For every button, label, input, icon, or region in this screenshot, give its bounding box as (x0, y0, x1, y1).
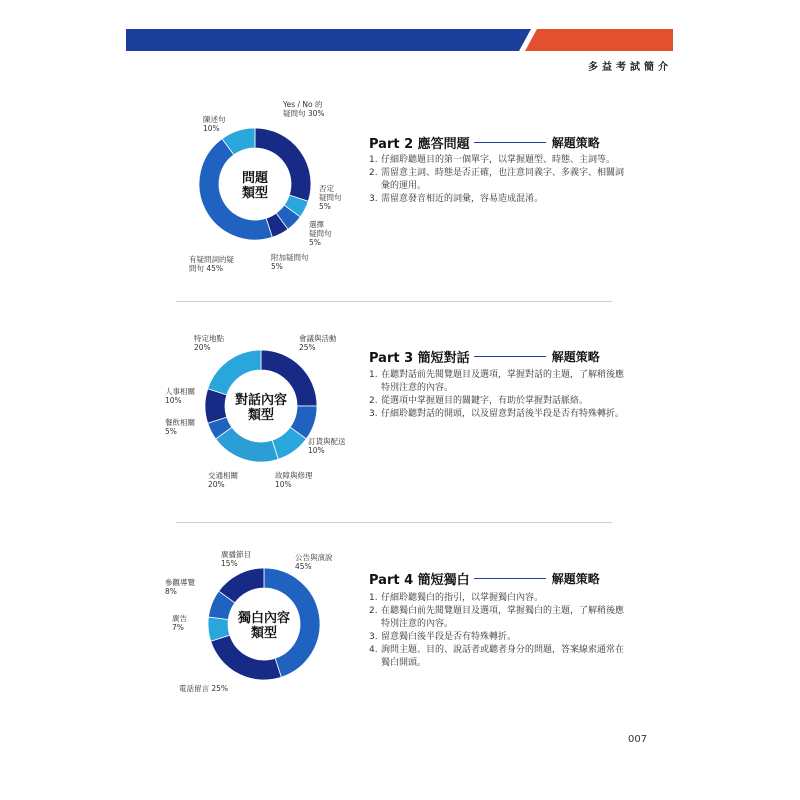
step-number: 3. (369, 194, 378, 204)
strategy-step (369, 408, 631, 421)
strategy-label: 解題策略 (551, 572, 600, 586)
section-divider (176, 301, 612, 302)
part-title: Part 4 簡短獨白 (369, 573, 470, 588)
step-text: 在聽對話前先閱覽題目及選項，掌握對話的主題，了解稍後應特別注意的內容。 (381, 370, 625, 393)
part2-heading (369, 133, 600, 152)
segment-label: 參觀導覽 8% (165, 578, 195, 596)
segment-label: 廣告 7% (172, 614, 187, 632)
step-text: 仔細聆聽獨白的指引，以掌握獨白內容。 (381, 593, 544, 603)
donut-center-title: 類型 (241, 186, 269, 201)
segment-label: 特定地點 20% (194, 334, 224, 352)
section-divider (176, 522, 612, 523)
heading-rule (474, 142, 546, 144)
segment-label: 故障與修理 10% (275, 471, 313, 489)
donut-center-title: 類型 (247, 408, 275, 423)
part4-steps (369, 592, 631, 670)
donut-center-title: 問題 (241, 171, 269, 186)
segment-label: 公告與演說 45% (295, 553, 333, 571)
donut-center-title: 獨白內容 (237, 611, 291, 626)
strategy-step (369, 605, 631, 631)
step-number: 2. (369, 168, 378, 178)
step-text: 仔細聆聽對話的開頭，以及留意對話後半段是否有特殊轉折。 (381, 409, 625, 419)
step-text: 在聽獨白前先閱覽題目及選項，掌握獨白的主題，了解稍後應特別注意的內容。 (381, 606, 625, 629)
segment-label: 會議與活動 25% (299, 334, 337, 352)
dialogue-type-donut (205, 350, 317, 466)
segment-label: 否定 疑問句 5% (319, 184, 342, 211)
segment-label: 餐飲相關 5% (165, 418, 195, 436)
segment-label: 人事相關 10% (165, 387, 195, 405)
segment-label: 交通相關 20% (208, 471, 238, 489)
part-title: Part 2 應答問題 (369, 137, 470, 152)
step-number: 2. (369, 396, 378, 406)
segment-label: Yes / No 的 疑問句 30% (283, 100, 325, 118)
step-number: 2. (369, 606, 378, 616)
segment-label: 附加疑問句 5% (271, 253, 309, 271)
strategy-step (369, 369, 631, 395)
heading-rule (474, 356, 546, 358)
heading-rule (474, 578, 546, 580)
step-number: 4. (369, 645, 378, 655)
strategy-step (369, 395, 631, 408)
page-header-title: 多益考試簡介 (588, 62, 672, 73)
step-text: 需留意主詞、時態是否正確，也注意同義字、多義字、相關詞彙的運用。 (381, 168, 625, 191)
strategy-step (369, 167, 631, 193)
part-title: Part 3 簡短對話 (369, 351, 470, 366)
strategy-step (369, 592, 631, 605)
step-text: 詢問主題、目的、說話者或聽者身分的問題，答案線索通常在獨白開頭。 (381, 645, 625, 668)
part4-heading (369, 569, 600, 588)
step-number: 1. (369, 370, 378, 380)
strategy-step (369, 154, 631, 167)
header-color-bar (126, 29, 673, 51)
step-number: 1. (369, 155, 378, 165)
donut-center-title: 類型 (250, 626, 278, 641)
strategy-step (369, 644, 631, 670)
page-number: 007 (628, 734, 648, 745)
strategy-step (369, 631, 631, 644)
step-text: 仔細聆聽題目的第一個單字，以掌握題型、時態、主詞等。 (381, 155, 616, 165)
segment-label: 有疑問詞的疑 問句 45% (189, 255, 234, 273)
monologue-type-donut (208, 568, 320, 684)
donut-segment-6 (208, 350, 261, 395)
step-number: 3. (369, 409, 378, 419)
segment-label: 陳述句 10% (203, 115, 226, 133)
segment-label: 訂貨與配送 10% (308, 437, 346, 455)
step-text: 留意獨白後半段是否有特殊轉折。 (381, 632, 517, 642)
step-number: 1. (369, 593, 378, 603)
part3-heading (369, 347, 600, 366)
step-text: 從選項中掌握題目的關鍵字，有助於掌握對話脈絡。 (381, 396, 589, 406)
step-text: 需留意發音相近的詞彙，容易造成混淆。 (381, 194, 544, 204)
part2-steps (369, 154, 631, 206)
strategy-label: 解題策略 (551, 350, 600, 364)
donut-center-title: 對話內容 (234, 393, 288, 408)
part3-steps (369, 369, 631, 421)
strategy-step (369, 193, 631, 206)
question-type-donut (199, 128, 311, 244)
strategy-label: 解題策略 (551, 136, 600, 150)
donut-segment-1 (211, 635, 282, 680)
segment-label: 選擇 疑問句 5% (309, 220, 332, 247)
step-number: 3. (369, 632, 378, 642)
segment-label: 廣播節目 15% (221, 550, 251, 568)
segment-label: 電話留言 25% (179, 684, 229, 693)
